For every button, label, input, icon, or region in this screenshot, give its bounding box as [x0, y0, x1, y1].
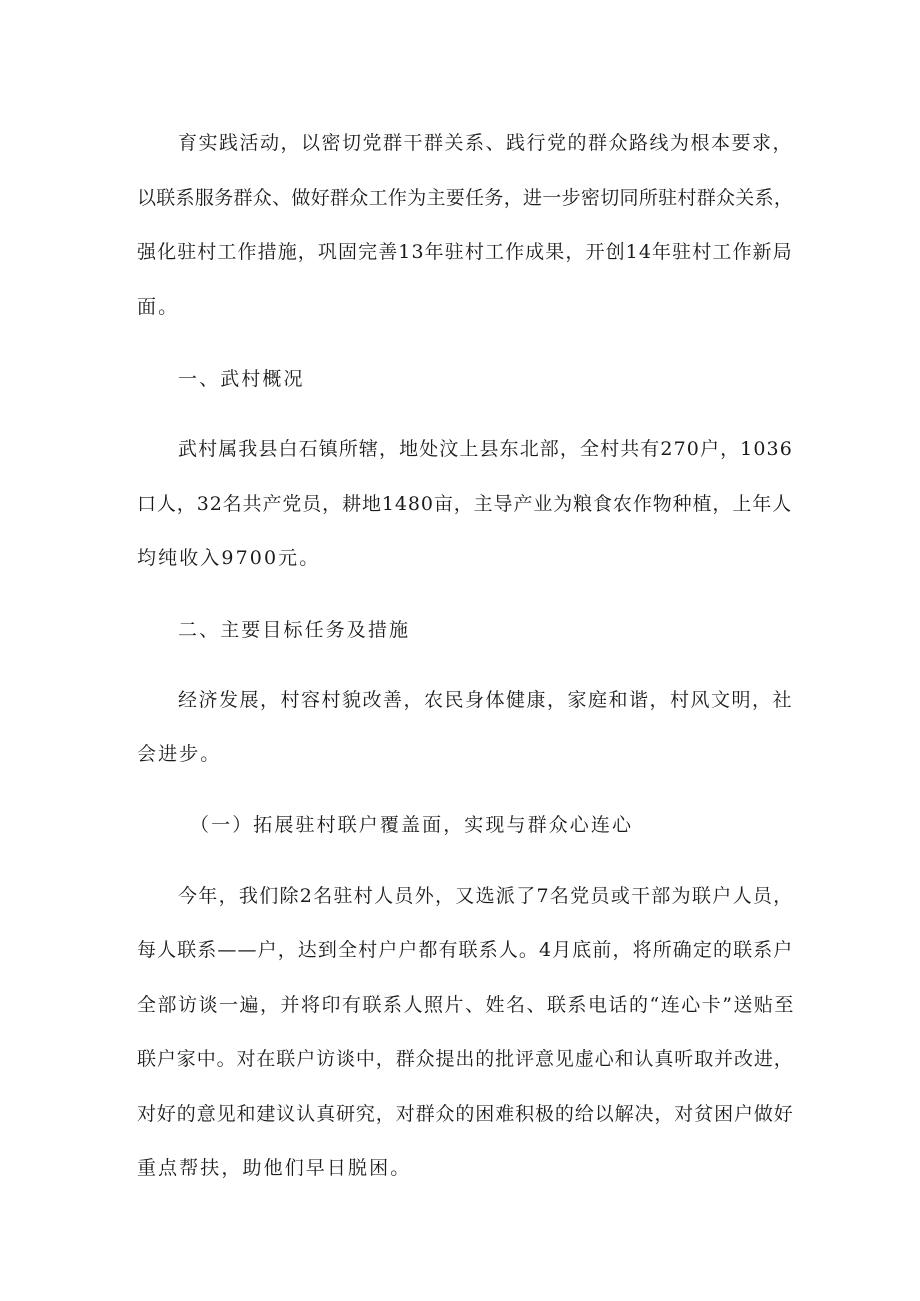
paragraph-line: 育实践活动，以密切党群干群关系、践行党的群众路线为根本要求， — [178, 132, 794, 154]
section-heading: 一、武村概况 — [178, 368, 305, 390]
paragraph-line: 武村属我县白石镇所辖，地处汶上县东北部，全村共有270户，1036 — [178, 438, 793, 460]
paragraph-line: 口人，32名共产党员，耕地1480亩，主导产业为粮食农作物种植，上年人 — [137, 493, 793, 515]
paragraph-line: 对好的意见和建议认真研究，对群众的困难积极的给以解决，对贫困户做好 — [137, 1103, 794, 1125]
paragraph-line: 强化驻村工作措施，巩固完善13年驻村工作成果，开创14年驻村工作新局 — [137, 241, 793, 263]
paragraph-line: 每人联系——户，达到全村户户都有联系人。4月底前，将所确定的联系户 — [137, 939, 794, 961]
paragraph-line: 重点帮扶，助他们早日脱困。 — [137, 1157, 412, 1179]
subsection-heading: （一）拓展驻村联户覆盖面，实现与群众心连心 — [190, 814, 634, 836]
paragraph-line: 均纯收入9700元。 — [137, 547, 321, 569]
paragraph-line: 全部访谈一遍，并将印有联系人照片、姓名、联系电话的“连心卡”送贴至 — [137, 994, 795, 1016]
paragraph-line: 以联系服务群众、做好群众工作为主要任务，进一步密切同所驻村群众关系， — [137, 187, 794, 209]
paragraph-line: 面。 — [137, 296, 180, 318]
paragraph-line: 今年，我们除2名驻村人员外，又选派了7名党员或干部为联户人员， — [178, 885, 794, 907]
paragraph-line: 联户家中。对在联户访谈中，群众提出的批评意见虚心和认真听取并改进， — [137, 1048, 794, 1070]
paragraph-line: 经济发展，村容村貌改善，农民身体健康，家庭和谐，村风文明，社 — [178, 689, 794, 711]
paragraph-line: 会进步。 — [137, 743, 222, 765]
section-heading: 二、主要目标任务及措施 — [178, 619, 411, 641]
